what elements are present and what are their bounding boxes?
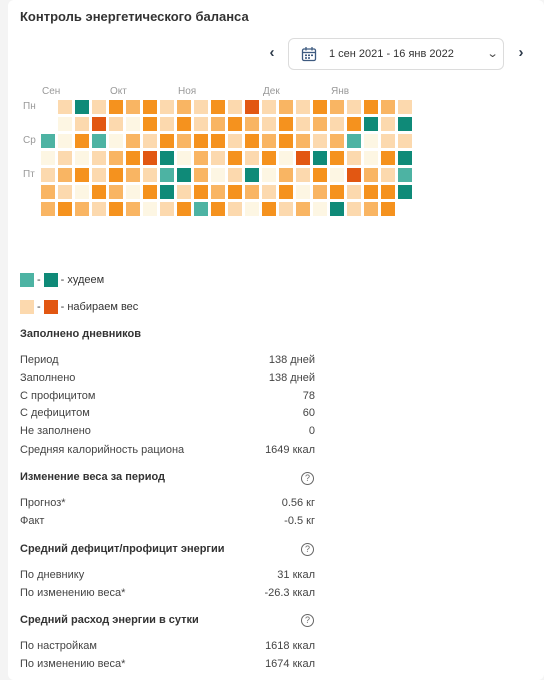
heatmap-day-cell[interactable] — [143, 151, 157, 165]
heatmap-day-cell[interactable] — [211, 134, 225, 148]
heatmap-day-cell[interactable] — [313, 100, 327, 114]
heatmap-day-cell[interactable] — [330, 168, 344, 182]
heatmap-day-cell[interactable] — [109, 134, 123, 148]
heatmap-day-cell[interactable] — [160, 100, 174, 114]
page-title: Контроль энергетического баланса — [20, 9, 249, 24]
heatmap-day-cell[interactable] — [58, 100, 72, 114]
heatmap-day-cell[interactable] — [177, 202, 191, 216]
heatmap-day-cell[interactable] — [262, 185, 276, 199]
heatmap-day-cell[interactable] — [296, 117, 310, 131]
stat-value: 1674 ккал — [265, 658, 315, 670]
heatmap-day-cell[interactable] — [75, 151, 89, 165]
heatmap-day-label: Ср — [23, 135, 36, 146]
stat-value: 1649 ккал — [265, 444, 315, 456]
heatmap-day-cell[interactable] — [211, 151, 225, 165]
heatmap-day-cell[interactable] — [330, 202, 344, 216]
heatmap-day-cell[interactable] — [160, 202, 174, 216]
heatmap-day-cell[interactable] — [75, 134, 89, 148]
heatmap-day-cell[interactable] — [313, 202, 327, 216]
stat-value: 31 ккал — [277, 569, 315, 581]
stat-label: По настройкам — [20, 640, 97, 652]
heatmap-day-cell[interactable] — [58, 202, 72, 216]
heatmap-day-cell[interactable] — [194, 202, 208, 216]
stat-label: Прогноз* — [20, 497, 66, 509]
heatmap-day-cell[interactable] — [347, 100, 361, 114]
section-title-diaries: Заполнено дневников — [20, 328, 142, 340]
heatmap-day-cell[interactable] — [296, 202, 310, 216]
heatmap-day-cell[interactable] — [398, 134, 412, 148]
calendar-icon — [301, 46, 317, 62]
stat-value: 138 дней — [268, 354, 315, 366]
heatmap-day-cell[interactable] — [364, 168, 378, 182]
chevron-down-icon: ⌄ — [486, 48, 499, 60]
heatmap-day-cell[interactable] — [92, 134, 106, 148]
heatmap-day-cell[interactable] — [92, 151, 106, 165]
heatmap-day-cell[interactable] — [126, 168, 140, 182]
heatmap-day-cell[interactable] — [347, 117, 361, 131]
heatmap-day-cell[interactable] — [194, 185, 208, 199]
heatmap-day-cell[interactable] — [143, 168, 157, 182]
heatmap-day-cell[interactable] — [41, 134, 55, 148]
heatmap-day-cell[interactable] — [194, 134, 208, 148]
heatmap-day-cell[interactable] — [228, 117, 242, 131]
heatmap-day-cell[interactable] — [364, 100, 378, 114]
heatmap-day-cell[interactable] — [330, 100, 344, 114]
heatmap-day-cell[interactable] — [347, 151, 361, 165]
heatmap-day-cell[interactable] — [126, 100, 140, 114]
heatmap-day-cell[interactable] — [398, 185, 412, 199]
heatmap-day-cell[interactable] — [313, 151, 327, 165]
stat-label: По изменению веса* — [20, 587, 126, 599]
heatmap-day-cell[interactable] — [92, 185, 106, 199]
heatmap-day-cell[interactable] — [160, 185, 174, 199]
heatmap-day-cell[interactable] — [296, 134, 310, 148]
heatmap-day-cell[interactable] — [245, 151, 259, 165]
heatmap-day-cell[interactable] — [228, 100, 242, 114]
heatmap-day-cell[interactable] — [364, 151, 378, 165]
stat-label: С дефицитом — [20, 407, 90, 419]
heatmap-month-label: Окт — [110, 86, 127, 97]
heatmap-day-cell[interactable] — [364, 202, 378, 216]
heatmap-day-cell[interactable] — [177, 100, 191, 114]
stat-label: Период — [20, 354, 59, 366]
heatmap-day-cell[interactable] — [313, 168, 327, 182]
help-icon[interactable]: ? — [301, 543, 314, 556]
heatmap-day-cell[interactable] — [194, 100, 208, 114]
heatmap-day-cell[interactable] — [228, 185, 242, 199]
legend-gain-label: набираем вес — [67, 301, 139, 313]
heatmap-day-cell[interactable] — [245, 134, 259, 148]
heatmap-day-cell[interactable] — [364, 134, 378, 148]
heatmap-day-cell[interactable] — [279, 134, 293, 148]
heatmap-day-cell[interactable] — [381, 151, 395, 165]
heatmap-day-cell[interactable] — [296, 151, 310, 165]
heatmap-day-cell[interactable] — [92, 117, 106, 131]
heatmap-day-cell[interactable] — [228, 151, 242, 165]
stat-label: Заполнено — [20, 372, 76, 384]
heatmap-day-cell[interactable] — [75, 100, 89, 114]
heatmap-day-cell[interactable] — [177, 151, 191, 165]
heatmap-day-cell[interactable] — [194, 168, 208, 182]
heatmap-day-cell[interactable] — [177, 117, 191, 131]
heatmap-day-cell[interactable] — [381, 185, 395, 199]
heatmap-day-cell[interactable] — [211, 202, 225, 216]
heatmap-day-cell[interactable] — [126, 151, 140, 165]
stat-label: Факт — [20, 515, 45, 527]
heatmap-day-cell[interactable] — [143, 100, 157, 114]
heatmap-day-cell[interactable] — [245, 168, 259, 182]
date-range-value: 1 сен 2021 - 16 янв 2022 — [329, 48, 454, 60]
heatmap-day-cell[interactable] — [92, 168, 106, 182]
heatmap-day-cell[interactable] — [279, 100, 293, 114]
heatmap-day-cell[interactable] — [194, 151, 208, 165]
heatmap-day-cell[interactable] — [313, 185, 327, 199]
stat-value: -0.5 кг — [284, 515, 315, 527]
section-title-expenditure: Средний расход энергии в сутки — [20, 614, 199, 626]
heatmap-day-cell[interactable] — [381, 100, 395, 114]
heatmap-day-cell[interactable] — [109, 100, 123, 114]
heatmap-day-cell[interactable] — [381, 134, 395, 148]
heatmap-day-cell[interactable] — [330, 117, 344, 131]
legend-lose-label: худеем — [67, 274, 105, 286]
heatmap-day-cell[interactable] — [109, 168, 123, 182]
heatmap-day-cell[interactable] — [160, 134, 174, 148]
heatmap-day-cell[interactable] — [398, 151, 412, 165]
heatmap-day-cell[interactable] — [41, 151, 55, 165]
help-icon[interactable]: ? — [301, 472, 314, 485]
heatmap-day-cell[interactable] — [58, 117, 72, 131]
heatmap-day-cell[interactable] — [245, 185, 259, 199]
stat-label: С профицитом — [20, 390, 96, 402]
heatmap-day-cell[interactable] — [347, 202, 361, 216]
heatmap-day-cell[interactable] — [381, 202, 395, 216]
stat-label: По дневнику — [20, 569, 85, 581]
stat-value: 1618 ккал — [265, 640, 315, 652]
heatmap-day-cell[interactable] — [160, 117, 174, 131]
heatmap-day-cell[interactable] — [143, 202, 157, 216]
heatmap-day-cell[interactable] — [347, 168, 361, 182]
heatmap-day-cell[interactable] — [75, 117, 89, 131]
heatmap-day-cell[interactable] — [313, 134, 327, 148]
stat-value: 78 — [302, 390, 315, 402]
heatmap-day-cell[interactable] — [262, 117, 276, 131]
heatmap-day-cell[interactable] — [58, 185, 72, 199]
heatmap-day-cell[interactable] — [330, 151, 344, 165]
heatmap-day-cell[interactable] — [41, 168, 55, 182]
stat-label: Средняя калорийность рациона — [20, 444, 185, 456]
heatmap-day-cell[interactable] — [109, 185, 123, 199]
heatmap-day-cell[interactable] — [58, 134, 72, 148]
heatmap-day-cell[interactable] — [245, 202, 259, 216]
stat-label: По изменению веса* — [20, 658, 126, 670]
stat-value: 0 — [308, 425, 315, 437]
stat-value: 138 дней — [268, 372, 315, 384]
heatmap-day-cell[interactable] — [92, 202, 106, 216]
legend-gain: - - набираем вес — [20, 300, 138, 314]
heatmap-day-cell[interactable] — [347, 185, 361, 199]
stat-label: Не заполнено — [20, 425, 91, 437]
heatmap-day-cell[interactable] — [126, 202, 140, 216]
heatmap-day-cell[interactable] — [143, 185, 157, 199]
next-period-button[interactable] — [513, 42, 529, 62]
heatmap-day-cell[interactable] — [126, 117, 140, 131]
heatmap-day-cell[interactable] — [364, 117, 378, 131]
heatmap-month-label: Дек — [263, 86, 280, 97]
heatmap-month-label: Сен — [42, 86, 61, 97]
heatmap-day-cell[interactable] — [279, 168, 293, 182]
heatmap-month-label: Янв — [331, 86, 350, 97]
heatmap-day-cell[interactable] — [75, 168, 89, 182]
heatmap-day-cell[interactable] — [109, 202, 123, 216]
heatmap-day-cell[interactable] — [279, 117, 293, 131]
heatmap-day-cell[interactable] — [126, 134, 140, 148]
heatmap-day-cell[interactable] — [211, 100, 225, 114]
legend-lose: - - худеем — [20, 273, 104, 287]
chevron-left-icon: ‹ — [269, 43, 275, 61]
help-icon[interactable]: ? — [301, 614, 314, 627]
heatmap-day-cell[interactable] — [92, 100, 106, 114]
chevron-right-icon: › — [518, 43, 524, 61]
legend-gain-light-swatch — [20, 300, 34, 314]
heatmap-day-cell[interactable] — [262, 100, 276, 114]
heatmap-day-cell[interactable] — [177, 134, 191, 148]
heatmap-day-cell[interactable] — [296, 168, 310, 182]
legend-lose-dark-swatch — [44, 273, 58, 287]
heatmap-day-cell[interactable] — [262, 134, 276, 148]
heatmap-day-label: Пт — [23, 169, 35, 180]
section-title-deficit: Средний дефицит/профицит энергии — [20, 543, 225, 555]
heatmap-day-cell[interactable] — [177, 168, 191, 182]
section-title-weight-change: Изменение веса за период — [20, 471, 166, 483]
heatmap-day-cell[interactable] — [75, 202, 89, 216]
heatmap-day-cell[interactable] — [126, 185, 140, 199]
heatmap-day-label: Пн — [23, 101, 36, 112]
heatmap-month-label: Ноя — [178, 86, 197, 97]
heatmap-day-cell[interactable] — [143, 117, 157, 131]
stat-value: 0.56 кг — [281, 497, 315, 509]
heatmap-day-cell[interactable] — [211, 117, 225, 131]
heatmap-day-cell[interactable] — [109, 151, 123, 165]
legend-lose-light-swatch — [20, 273, 34, 287]
heatmap-day-cell[interactable] — [330, 134, 344, 148]
heatmap-day-cell[interactable] — [381, 117, 395, 131]
heatmap-day-cell[interactable] — [177, 185, 191, 199]
heatmap-day-cell[interactable] — [109, 117, 123, 131]
heatmap-day-cell[interactable] — [296, 185, 310, 199]
heatmap-day-cell[interactable] — [279, 202, 293, 216]
heatmap-day-cell[interactable] — [228, 202, 242, 216]
date-range-select[interactable] — [288, 38, 504, 70]
heatmap-day-cell[interactable] — [364, 185, 378, 199]
heatmap-day-cell[interactable] — [211, 168, 225, 182]
heatmap-day-cell[interactable] — [58, 168, 72, 182]
heatmap-day-cell[interactable] — [228, 168, 242, 182]
heatmap-day-cell[interactable] — [245, 117, 259, 131]
heatmap-day-cell[interactable] — [211, 185, 225, 199]
stat-value: -26.3 ккал — [264, 587, 315, 599]
heatmap-day-cell[interactable] — [398, 117, 412, 131]
heatmap-day-cell[interactable] — [41, 185, 55, 199]
heatmap-day-cell[interactable] — [160, 168, 174, 182]
heatmap-day-cell[interactable] — [279, 151, 293, 165]
energy-balance-card — [8, 0, 544, 680]
legend-gain-dark-swatch — [44, 300, 58, 314]
heatmap-day-cell[interactable] — [194, 117, 208, 131]
heatmap-day-cell[interactable] — [313, 117, 327, 131]
heatmap-day-cell[interactable] — [398, 168, 412, 182]
heatmap-day-cell[interactable] — [262, 151, 276, 165]
heatmap-day-cell[interactable] — [262, 168, 276, 182]
heatmap-day-cell[interactable] — [41, 202, 55, 216]
heatmap-day-cell[interactable] — [279, 185, 293, 199]
heatmap-day-cell[interactable] — [296, 100, 310, 114]
heatmap-day-cell[interactable] — [381, 168, 395, 182]
heatmap-day-cell[interactable] — [330, 185, 344, 199]
heatmap-day-cell[interactable] — [228, 134, 242, 148]
heatmap-day-cell[interactable] — [262, 202, 276, 216]
heatmap-day-cell[interactable] — [58, 151, 72, 165]
heatmap-day-cell[interactable] — [143, 134, 157, 148]
heatmap-day-cell[interactable] — [75, 185, 89, 199]
heatmap-day-cell[interactable] — [398, 100, 412, 114]
stat-value: 60 — [302, 407, 315, 419]
heatmap-day-cell[interactable] — [347, 134, 361, 148]
prev-period-button[interactable] — [264, 42, 280, 62]
heatmap-day-cell[interactable] — [160, 151, 174, 165]
heatmap-day-cell[interactable] — [245, 100, 259, 114]
